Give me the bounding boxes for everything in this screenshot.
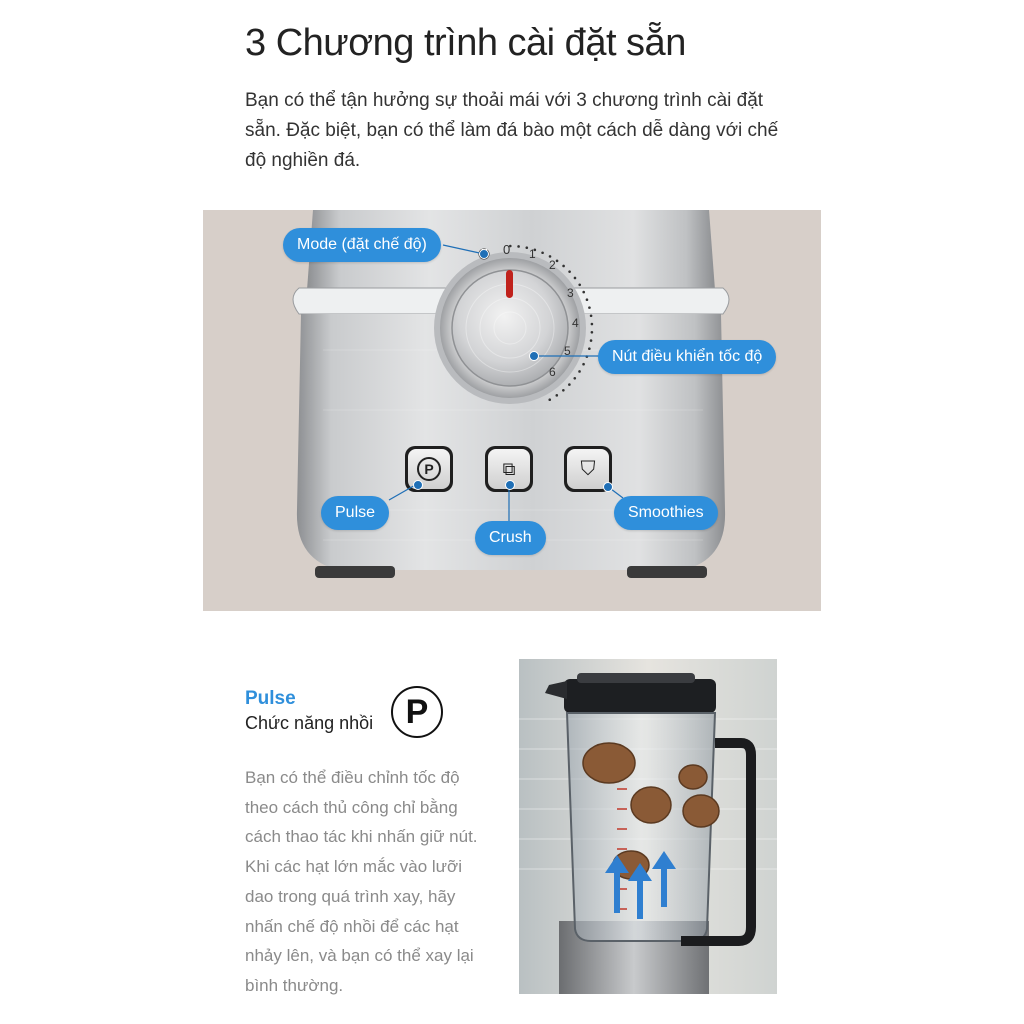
pulse-heading: Pulse	[245, 688, 296, 709]
cup-icon: ⛉	[580, 457, 596, 480]
pulse-callout-dot	[413, 480, 423, 490]
dial-mark-1: 1	[529, 247, 536, 261]
mode-label: Mode (đặt chế độ)	[283, 228, 441, 262]
page-title: 3 Chương trình cài đặt sẵn	[245, 22, 686, 64]
crush-label: Crush	[475, 521, 546, 555]
pulse-p-icon: P	[417, 457, 441, 481]
crush-callout-dot	[505, 480, 515, 490]
smoothies-label: Smoothies	[614, 496, 718, 530]
intro-paragraph: Bạn có thể tận hưởng sự thoải mái với 3 chương trình cài đặt sẵn. Đặc biệt, bạn có thể làm đá bào một cách dễ dàng với chế độ nghiền đá.	[245, 90, 779, 171]
smoothies-callout-dot	[603, 482, 613, 492]
dial-mark-2: 2	[549, 258, 556, 272]
pulse-icon-letter: P	[405, 693, 429, 731]
blender-jar-illustration	[519, 659, 777, 994]
dial-mark-3: 3	[567, 286, 574, 300]
dial-mark-0: 0	[503, 242, 511, 257]
pulse-label: Pulse	[321, 496, 389, 530]
pulse-circle-icon	[391, 686, 443, 738]
blender-jar-photo	[519, 659, 777, 994]
dial-mark-4: 4	[572, 316, 579, 330]
pulse-description: Bạn có thể điều chỉnh tốc độ theo cách thủ công chỉ bằng cách thao tác khi nhấn giữ nút. Khi các hạt lớn mắc vào lưỡi dao trong quá trình xay, hãy nhấn chế độ nhồi để các hạt nhảy lên, và bạn có thể xay lại bình thường.	[245, 768, 478, 995]
pulse-subtitle: Chức năng nhồi	[245, 713, 374, 733]
dial-mark-5: 5	[564, 344, 571, 358]
mode-callout-dot	[479, 249, 489, 259]
dial-mark-6: 6	[549, 365, 556, 379]
speed-callout-dot	[529, 351, 539, 361]
blender-diagram	[203, 210, 821, 611]
speed-control-label: Nút điều khiển tốc độ	[598, 340, 776, 374]
ice-cubes-icon: ⧉	[502, 458, 516, 479]
